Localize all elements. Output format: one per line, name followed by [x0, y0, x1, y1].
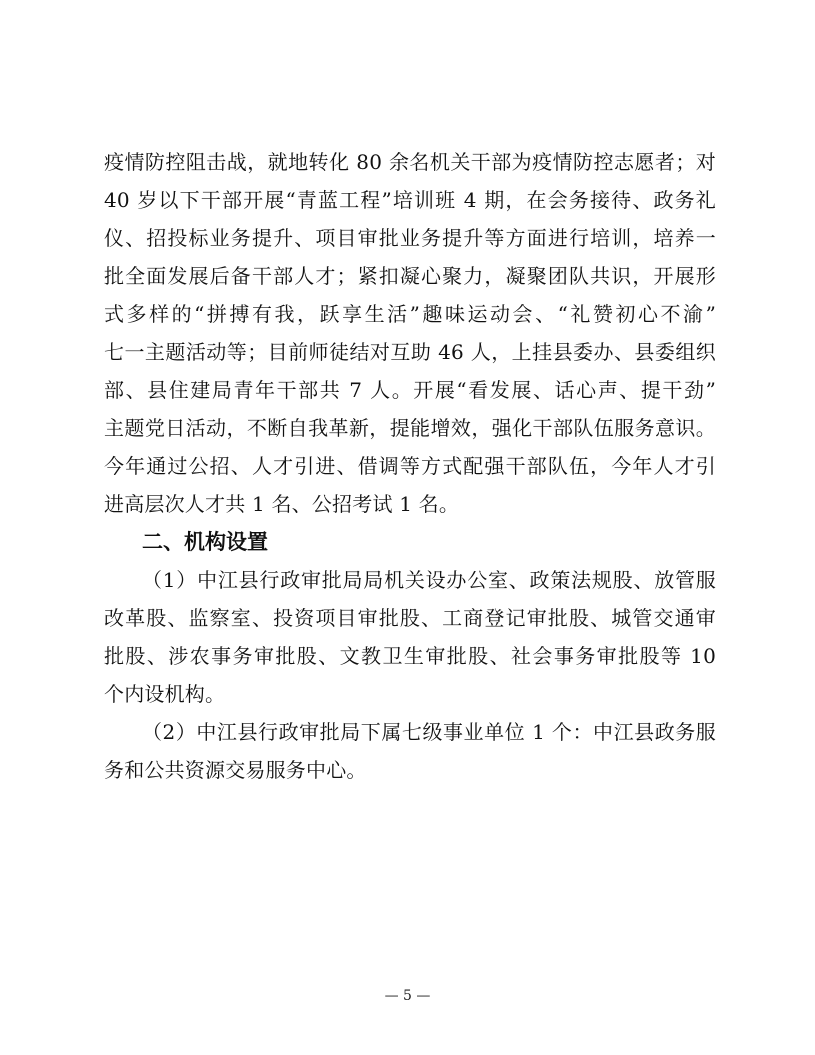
text-line: 批全面发展后备干部人才；紧扣凝心聚力，凝聚团队共识，开展形 — [104, 264, 716, 288]
text-line: 批股、涉农事务审批股、文教卫生审批股、社会事务审批股等 10 — [104, 644, 716, 668]
text-line: 今年通过公招、人才引进、借调等方式配强干部队伍，今年人才引 — [104, 454, 716, 478]
text-line: 疫情防控阻击战，就地转化 80 余名机关干部为疫情防控志愿者；对 — [104, 150, 716, 174]
text-line: （2）中江县行政审批局下属七级事业单位 1 个：中江县政务服 — [142, 720, 716, 744]
text-line: 个内设机构。 — [104, 682, 226, 706]
text-line: （1）中江县行政审批局局机关设办公室、政策法规股、放管服 — [142, 568, 716, 592]
text-line: 务和公共资源交易服务中心。 — [104, 758, 367, 782]
text-line: 40 岁以下干部开展“青蓝工程”培训班 4 期，在会务接待、政务礼 — [104, 188, 716, 212]
text-line: 七一主题活动等；目前师徒结对互助 46 人，上挂县委办、县委组织 — [104, 340, 716, 364]
page-number: — 5 — — [384, 988, 431, 1004]
text-line: 主题党日活动，不断自我革新，提能增效，强化干部队伍服务意识。 — [104, 416, 716, 440]
text-line: 式多样的“拼搏有我，跃享生活”趣味运动会、“礼赞初心不渝” — [104, 302, 716, 326]
text-line: 部、县住建局青年干部共 7 人。开展“看发展、话心声、提干劲” — [104, 378, 716, 402]
text-line: 仪、招投标业务提升、项目审批业务提升等方面进行培训，培养一 — [104, 226, 716, 250]
text-line: 改革股、监察室、投资项目审批股、工商登记审批股、城管交通审 — [104, 606, 716, 630]
section-heading: 二、机构设置 — [142, 530, 268, 554]
text-line: 进高层次人才共 1 名、公招考试 1 名。 — [104, 492, 460, 516]
